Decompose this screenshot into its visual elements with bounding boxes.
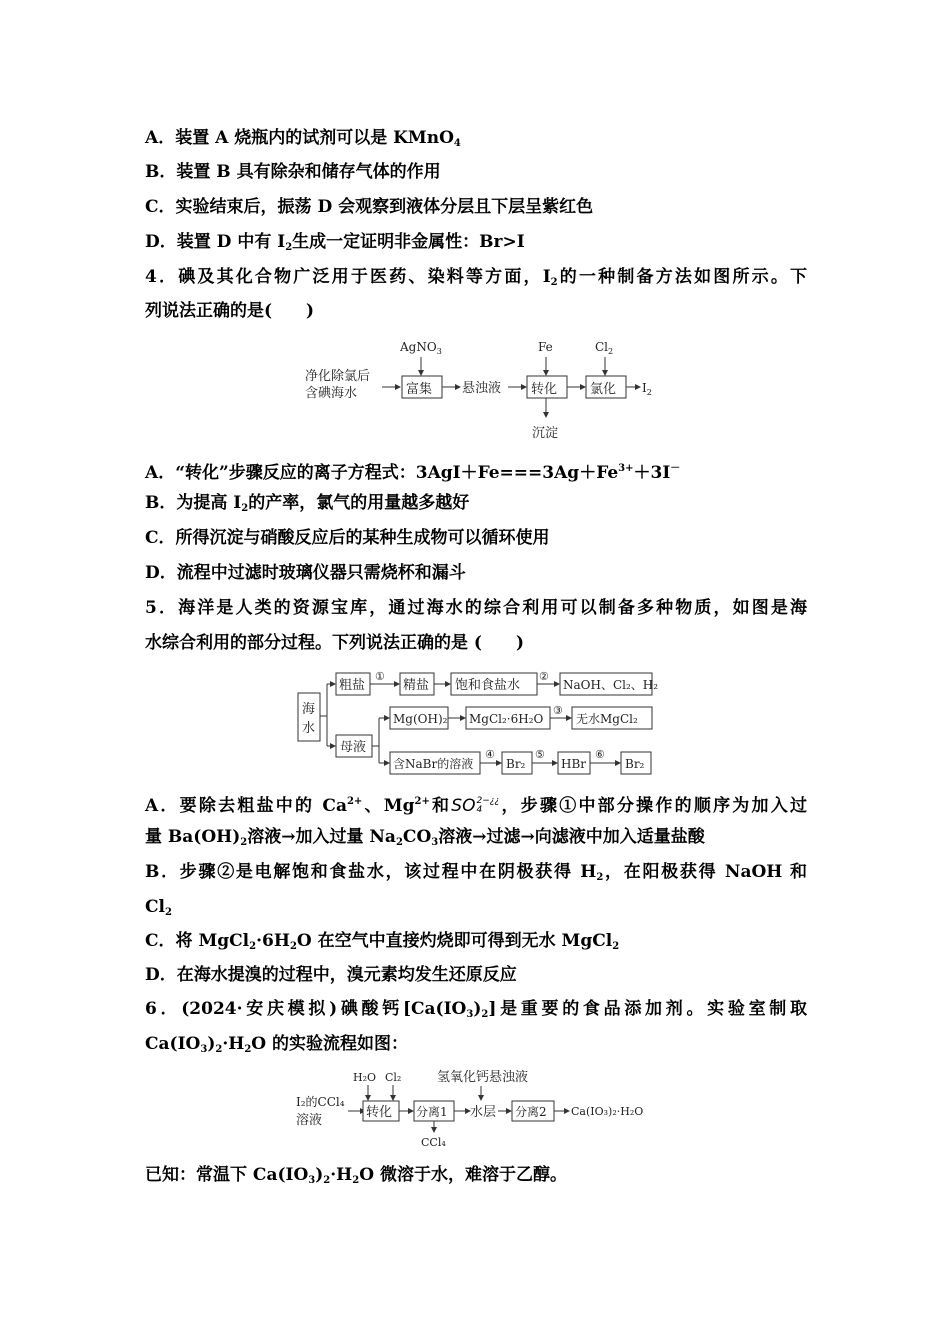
q4-product: $I_2$ [642, 381, 652, 397]
q5-sulfate-formula: SO 2−¿¿ 4 [451, 796, 500, 816]
q4-flow-diagram [300, 335, 660, 445]
q4-stem-line1: 4．碘及其化合物广泛用于医药、染料等方面，$I_2$的一种制备方法如图所示。下 [145, 267, 807, 288]
q5-fine-salt: 精盐 [403, 678, 430, 693]
q5-seawater-l1: 海 [302, 702, 316, 717]
q6-stem-line2: $Ca(IO_3)_2\cdot H_2O$ 的实验流程如图： [145, 1034, 409, 1055]
q5-stem-line2: 水综合利用的部分过程。下列说法正确的是 ( ) [145, 633, 525, 653]
q4-option-c: C．所得沉淀与硝酸反应后的某种生成物可以循环使用 [145, 528, 550, 548]
q5-option-d: D．在海水提溴的过程中，溴元素均发生还原反应 [145, 965, 517, 985]
q6-box-separate2-label: 分离2 [515, 1105, 547, 1119]
q5-option-c: C．将 $MgCl_2\cdot 6H_2O$ 在空气中直接灼烧即可得到无水 MgCl$_2$ [145, 931, 620, 952]
q3-option-c: C．实验结束后，振荡 D 会观察到液体分层且下层呈紫红色 [145, 197, 594, 217]
q5-nabr-solution: 含NaBr的溶液 [393, 757, 474, 771]
q5-br2-a: Br₂ [506, 757, 526, 771]
q5-option-a-line1: A．要除去粗盐中的 $Ca^{2+}$、$Mg^{2+}$和SO 2−¿¿ 4 ，步骤①中部分操作的顺序为加入过 [145, 796, 807, 816]
q3-option-d: D．装置 D 中有 $I_2$生成一定证明非金属性：Br>I [145, 232, 525, 253]
q4-box-enrich-label: 富集 [406, 382, 433, 397]
q4-option-d: D．流程中过滤时玻璃仪器只需烧杯和漏斗 [145, 563, 466, 583]
q6-box-separate1-label: 分离1 [416, 1105, 448, 1119]
q4-reagent1: AgNO$_3$ [400, 340, 442, 356]
q5-mother-liquor: 母液 [340, 740, 367, 755]
q6-water-layer: 水层 [470, 1105, 497, 1120]
q5-hbr: HBr [561, 757, 587, 771]
q5-electrolysis-products: NaOH、Cl₂、H₂ [563, 678, 659, 692]
q5-stem-line1: 5．海洋是人类的资源宝库，通过海水的综合利用可以制备多种物质，如图是海 [145, 598, 807, 618]
q5-mgoh2: Mg(OH)₂ [393, 712, 448, 726]
q5-step4: ④ [485, 748, 495, 761]
q5-anhydrous: 无水MgCl₂ [576, 712, 638, 726]
q5-flow-diagram [295, 668, 665, 780]
q4-input-l2: 含碘海水 [305, 386, 358, 401]
q4-mid: 悬浊液 [462, 381, 502, 396]
q6-input-l1: I₂的CCl₄ [296, 1095, 345, 1109]
q4-option-a: A．“转化”步骤反应的离子方程式：$3AgI+Fe===3Ag+Fe^{3+}+3I^-$ [145, 463, 681, 483]
q5-step5: ⑤ [535, 748, 545, 761]
q5-br2-b: Br₂ [625, 757, 645, 771]
q4-stem-line2: 列说法正确的是( ) [145, 301, 315, 321]
q6-product: Ca(IO₃)₂·H₂O [571, 1105, 644, 1118]
q4-byproduct: 沉淀 [532, 426, 559, 441]
q5-step3: ③ [553, 704, 563, 717]
q4-reagent2: Fe [538, 340, 553, 354]
q6-flow-diagram [293, 1066, 663, 1154]
q5-brine: 饱和食盐水 [455, 678, 521, 693]
q5-step1: ① [375, 670, 385, 683]
q4-box-chlorinate-label: 氯化 [590, 382, 617, 397]
q3-option-a: A．装置 A 烧瓶内的试剂可以是 KMnO$_4$ [145, 128, 461, 149]
q6-box-convert-label: 转化 [366, 1105, 393, 1120]
q5-option-b-line1: B．步骤②是电解饱和食盐水，该过程中在阴极获得 $H_2$，在阳极获得 NaOH 和 [145, 862, 807, 883]
q4-input-l1: 净化除氯后 [305, 369, 371, 384]
q6-known: 已知：常温下 $Ca(IO_3)_2\cdot H_2O$ 微溶于水，难溶于乙醇。 [145, 1165, 567, 1186]
q5-option-b-line2: $Cl_2$ [145, 897, 172, 918]
q6-reagent-h2o: H₂O [353, 1071, 377, 1084]
q5-mgcl2-hydrate: MgCl₂·6H₂O [469, 712, 544, 726]
q6-reagent-ca: 氢氧化钙悬浊液 [437, 1070, 529, 1085]
q3-option-b: B．装置 B 具有除杂和储存气体的作用 [145, 162, 441, 182]
q5-crude-salt: 粗盐 [339, 678, 366, 693]
q4-option-b: B．为提高 $I_2$的产率，氯气的用量越多越好 [145, 493, 470, 514]
q5-step2: ② [539, 670, 549, 683]
q5-option-a-line2: 量 $Ba(OH)_2$溶液→加入过量 $Na_2CO_3$溶液→过滤→向滤液中加入适量盐酸 [145, 827, 705, 848]
q4-box-convert-label: 转化 [531, 382, 558, 397]
q6-reagent-cl2: Cl₂ [385, 1071, 402, 1084]
q6-stem-line1: 6．(2024·安庆模拟)碘酸钙$[Ca(IO_3)_2]$是重要的食品添加剂。实验室制取 [145, 999, 807, 1020]
q5-seawater-l2: 水 [302, 721, 316, 736]
q6-input-l2: 溶液 [296, 1113, 323, 1128]
q5-step6: ⑥ [595, 748, 605, 761]
q6-byproduct: CCl₄ [421, 1136, 446, 1149]
q4-reagent3: $Cl_2$ [595, 340, 614, 356]
